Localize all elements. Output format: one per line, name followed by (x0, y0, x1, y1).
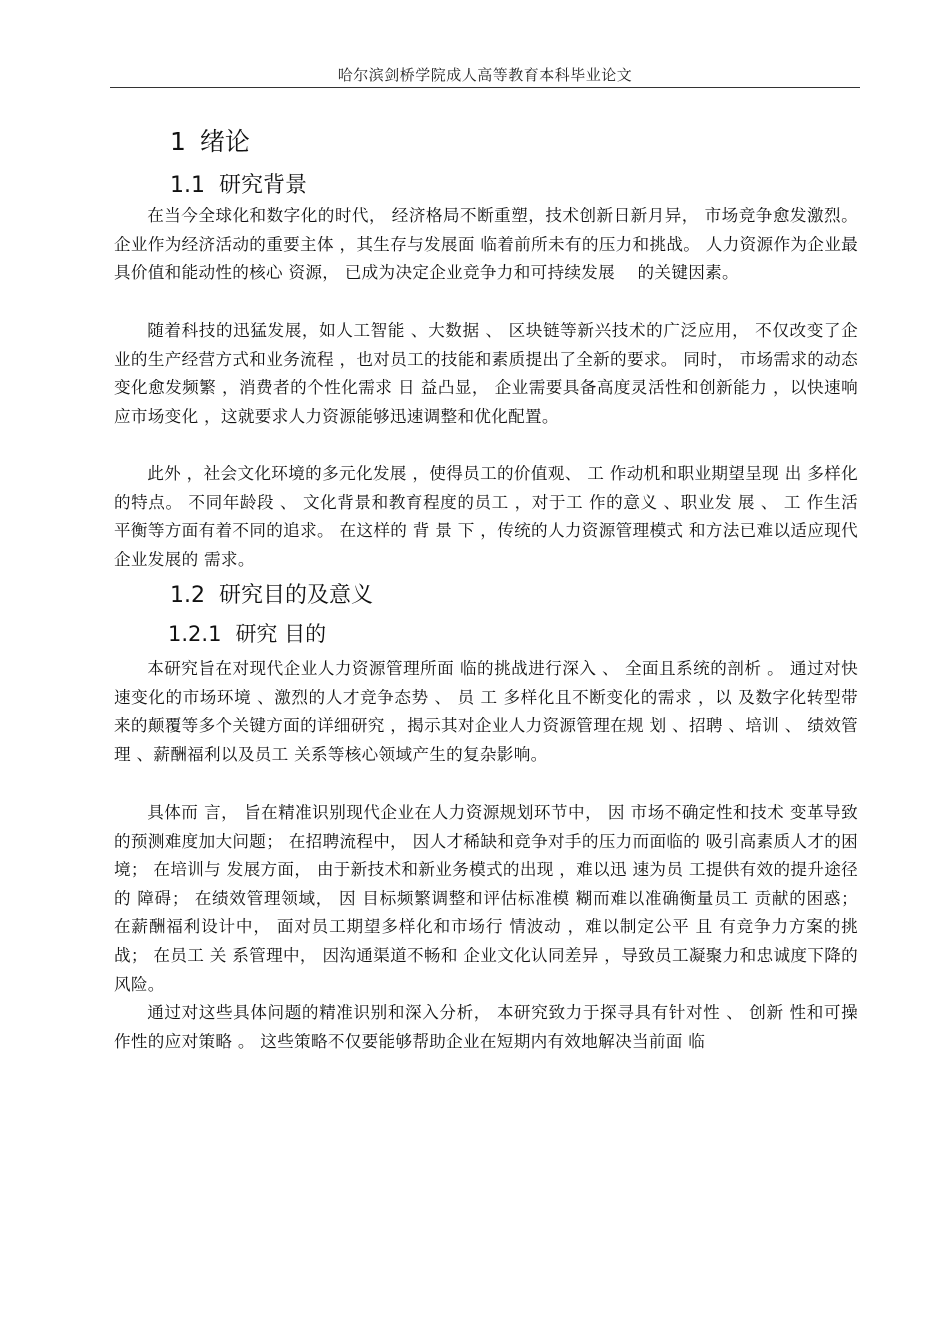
section-number: 1.2 (170, 583, 205, 608)
chapter-title: 绪论 (199, 127, 250, 156)
section-heading-1-2 (170, 578, 373, 609)
section-title: 研究背景 (219, 173, 308, 198)
section-title: 研究目的及意义 (219, 583, 374, 608)
paragraph-purpose-1: 本研究旨在对现代企业人力资源管理所面 临的挑战进行深入 、 全面且系统的剖析 。 通过对快速变化的市场环境 、激烈的人才竞争态势 、 员 工 多样化且不断变化的需求 ，以 及数字化转型带来的颠覆等多个关键方面的详细研究 ，揭示其对企业人力资源管理在规 划 、招聘 、培训 、 绩效管理 、薪酬福利以及员工 关系等核心领域产生的复杂影响。 (114, 659, 858, 764)
header-rule (110, 87, 860, 88)
paragraph-background-3: 此外 ，社会文化环境的多元化发展 ，使得员工的价值观、 工 作动机和职业期望呈现 出 多样化的特点。 不同年龄段 、 文化背景和教育程度的员工 ，对于工 作的意义 、职业发 展 、 工 作生活平衡等方面有着不同的追求。 在这样的 背 景 下 ，传统的人力资源管理模式 和方法已难以适应现代企业发展的 需求。 (114, 464, 858, 569)
chapter-number: 1 (170, 127, 186, 156)
subsection-heading-1-2-1 (168, 618, 326, 648)
paragraph-background-2: 随着科技的迅猛发展，如人工智能 、大数据 、 区块链等新兴技术的广泛应用， 不仅改变了企业的生产经营方式和业务流程 ，也对员工的技能和素质提出了全新的要求。 同时， 市场需求的动态变化愈发频繁 ，消费者的个性化需求 日 益凸显， 企业需要具备高度灵活性和创新能力 ，以快速响应市场变化 ，这就要求人力资源能够迅速调整和优化配置。 (114, 321, 858, 426)
paragraph-background-1: 在当今全球化和数字化的时代， 经济格局不断重塑，技术创新日新月异， 市场竞争愈发激烈。 企业作为经济活动的重要主体 ，其生存与发展面 临着前所未有的压力和挑战。 人力资源作为企业最具价值和能动性的核心 资源， 已成为决定企业竞争力和可持续发展 的关键因素。 (114, 206, 858, 283)
running-header: 哈尔滨剑桥学院成人高等教育本科毕业论文 (337, 66, 633, 84)
subsection-title: 研究 目的 (235, 622, 327, 646)
section-heading-1-1 (170, 168, 307, 199)
paragraph-purpose-2: 具体而 言， 旨在精准识别现代企业在人力资源规划环节中， 因 市场不确定性和技术 变革导致的预测难度加大问题； 在招聘流程中， 因人才稀缺和竞争对手的压力而面临的 吸引高素质人才的困境； 在培训与 发展方面， 由于新技术和新业务模式的出现 ，难以迅 速为员 工提供有效的提升途径的 障碍； 在绩效管理领域， 因 目标频繁调整和评估标准模 糊而难以准确衡量员工 贡献的困惑； 在薪酬福利设计中， 面对员工期望多样化和市场行 情波动 ，难以制定公平 且 有竞争力方案的挑战； 在员工 关 系管理中， 因沟通渠道不畅和 企业文化认同差异 ，导致员工凝聚力和忠诚度下降的风险。 (114, 803, 858, 994)
subsection-number: 1.2.1 (168, 622, 222, 646)
section-number: 1.1 (170, 173, 205, 198)
chapter-heading (170, 122, 250, 158)
paragraph-purpose-3: 通过对这些具体问题的精准识别和深入分析， 本研究致力于探寻具有针对性 、 创新 性和可操作性的应对策略 。 这些策略不仅要能够帮助企业在短期内有效地解决当前面 临 (114, 1003, 858, 1051)
